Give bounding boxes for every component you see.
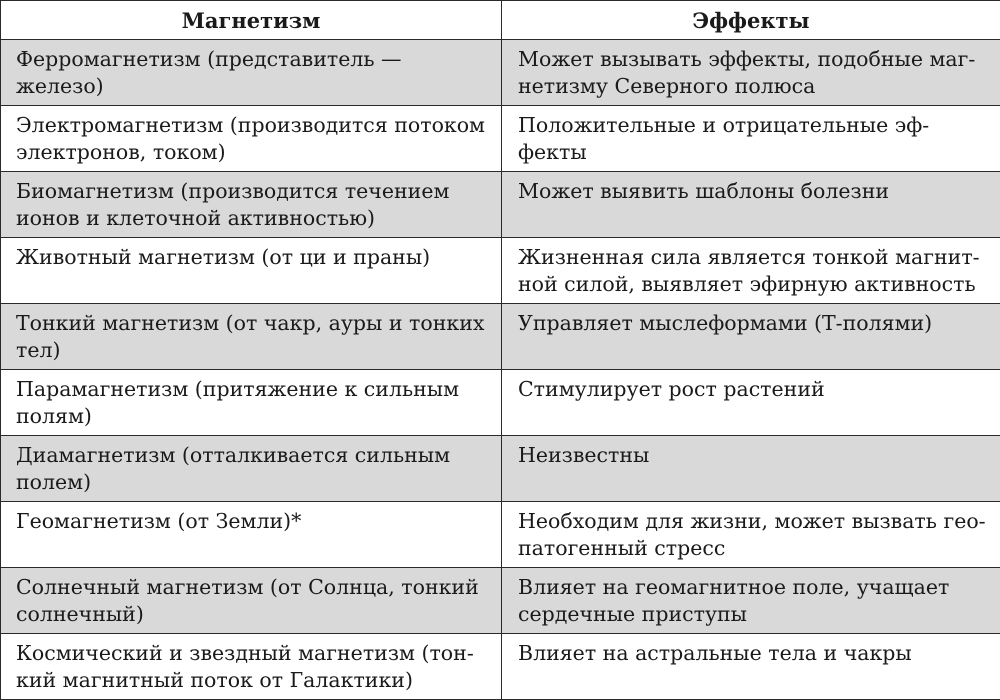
table-row bbox=[1, 304, 1000, 370]
table-row bbox=[1, 40, 1000, 106]
effects-text: Может выявить шаблоны болезни bbox=[518, 178, 988, 205]
effects-cell bbox=[502, 172, 1000, 238]
magnetism-cell bbox=[1, 634, 502, 700]
effects-cell bbox=[502, 634, 1000, 700]
table-body bbox=[1, 40, 1000, 700]
effects-text: Положительные и отрицательные эффекты bbox=[518, 112, 988, 166]
magnetism-cell bbox=[1, 106, 502, 172]
effects-text: Жизненная сила является тонкой магнитной силой, выявляет эфирную активность bbox=[518, 244, 988, 298]
magnetism-text: Электромагнетизм (производится потоком электронов, током) bbox=[16, 112, 489, 166]
magnetism-text: Биомагнетизм (производится течением ионов и клеточной активностью) bbox=[16, 178, 489, 232]
magnetism-text: Геомагнетизм (от Земли)* bbox=[16, 508, 489, 535]
column-header-effects: Эффекты bbox=[502, 1, 1000, 40]
effects-cell bbox=[502, 502, 1000, 568]
effects-cell bbox=[502, 370, 1000, 436]
magnetism-cell bbox=[1, 172, 502, 238]
table-row bbox=[1, 370, 1000, 436]
table-row bbox=[1, 106, 1000, 172]
effects-cell bbox=[502, 106, 1000, 172]
effects-cell bbox=[502, 304, 1000, 370]
effects-text: Влияет на астральные тела и чакры bbox=[518, 640, 988, 667]
magnetism-text: Животный магнетизм (от ци и праны) bbox=[16, 244, 489, 271]
effects-text: Стимулирует рост растений bbox=[518, 376, 988, 403]
magnetism-cell bbox=[1, 568, 502, 634]
table-row bbox=[1, 568, 1000, 634]
magnetism-cell bbox=[1, 40, 502, 106]
table-header bbox=[1, 1, 1000, 40]
effects-text: Необходим для жизни, может вызвать геопатогенный стресс bbox=[518, 508, 988, 562]
effects-text: Может вызывать эффекты, подобные магнетизму Северного полюса bbox=[518, 46, 988, 100]
table-row bbox=[1, 502, 1000, 568]
effects-cell bbox=[502, 40, 1000, 106]
effects-cell bbox=[502, 238, 1000, 304]
magnetism-text: Ферромагнетизм (представитель — железо) bbox=[16, 46, 489, 100]
magnetism-text: Космический и звездный магнетизм (тонкий магнитный поток от Галактики) bbox=[16, 640, 489, 694]
magnetism-cell bbox=[1, 502, 502, 568]
magnetism-cell bbox=[1, 370, 502, 436]
effects-cell bbox=[502, 568, 1000, 634]
table-row bbox=[1, 634, 1000, 700]
magnetism-cell bbox=[1, 436, 502, 502]
magnetism-text: Солнечный магнетизм (от Солнца, тонкий солнечный) bbox=[16, 574, 489, 628]
header-row bbox=[1, 1, 1000, 40]
table-row bbox=[1, 172, 1000, 238]
table-row bbox=[1, 436, 1000, 502]
effects-text: Влияет на геомагнитное поле, учащает сердечные приступы bbox=[518, 574, 988, 628]
magnetism-text: Тонкий магнетизм (от чакр, ауры и тонких тел) bbox=[16, 310, 489, 364]
magnetism-cell bbox=[1, 238, 502, 304]
table-row bbox=[1, 238, 1000, 304]
effects-cell bbox=[502, 436, 1000, 502]
column-header-magnetism: Магнетизм bbox=[1, 1, 502, 40]
magnetism-text: Парамагнетизм (притяжение к сильным полям) bbox=[16, 376, 489, 430]
magnetism-cell bbox=[1, 304, 502, 370]
effects-text: Управляет мыслеформами (Т-полями) bbox=[518, 310, 988, 337]
effects-text: Неизвестны bbox=[518, 442, 988, 469]
magnetism-text: Диамагнетизм (отталкивается сильным полем) bbox=[16, 442, 489, 496]
